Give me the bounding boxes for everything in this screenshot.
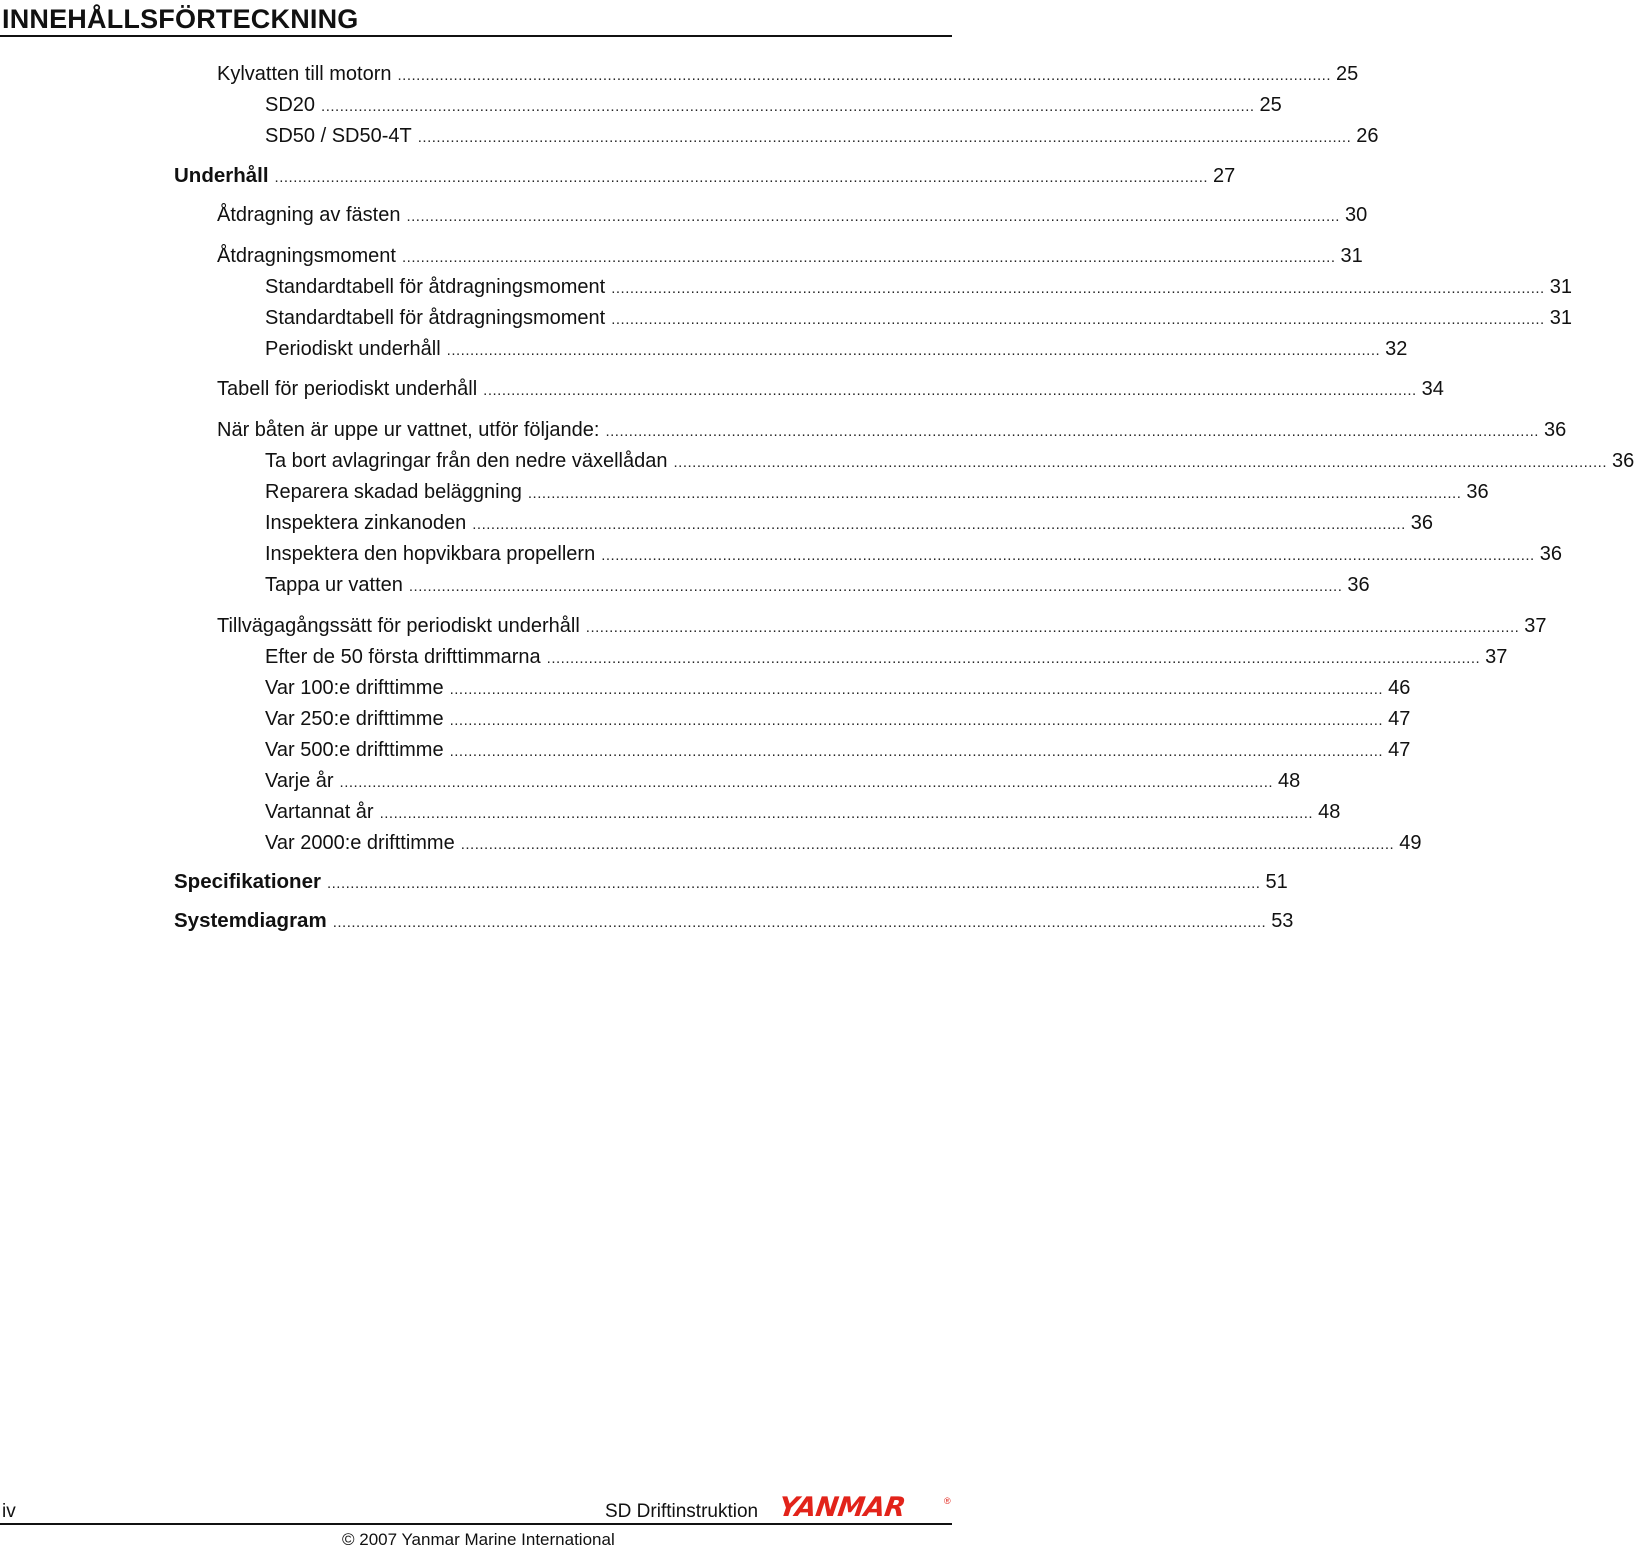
toc-entry-page: 49 [1399,832,1422,854]
toc-entry-page: 31 [1549,307,1572,329]
toc-entry-page: 37 [1524,615,1547,637]
toc-dot-leader: ........................................................................................................................................................................................................ [408,578,1343,595]
toc-dot-leader: ........................................................................................................................................................................................................ [397,67,1332,84]
toc-entry-page: 25 [1336,63,1359,85]
toc-entry-page: 48 [1318,801,1341,823]
toc-entry-page: 53 [1271,910,1294,932]
toc-entry-page: 36 [1543,419,1567,441]
toc-entry-page: 36 [1347,574,1370,596]
toc-dot-leader: ........................................................................................................................................................................................................ [379,805,1314,822]
toc-entry-page: 25 [1259,94,1282,116]
toc-entry-label: Tabell för periodiskt underhåll [217,378,478,400]
toc-entry-page: 47 [1388,708,1411,730]
toc-entry-label: Reparera skadad beläggning [265,481,522,503]
toc-entry-label: Systemdiagram [174,909,327,932]
toc-entry[interactable] [217,377,1444,401]
toc-entry[interactable] [265,769,1301,793]
toc-entry-label: Kylvatten till motorn [217,63,392,85]
toc-entry-label: Tillvägagångssätt för periodiskt underhåll [217,615,580,637]
toc-entry-label: Åtdragning av fästen [217,204,401,226]
toc-entry-label: Efter de 50 första drifttimmarna [265,646,541,668]
registered-mark-icon: ® [944,1496,951,1506]
toc-entry-label: Varje år [265,770,334,792]
toc-entry-label: SD50 / SD50-4T [265,125,412,147]
toc-dot-leader: ........................................................................................................................................................................................................ [460,836,1395,853]
toc-dot-leader: ........................................................................................................................................................................................................ [401,249,1336,266]
toc-entry-page: 31 [1340,245,1363,267]
footer-page-number: iv [2,1501,16,1522]
toc-entry-label: Periodiskt underhåll [265,338,441,360]
toc-entry[interactable] [174,164,1236,188]
toc-entry-label: Standardtabell för åtdragningsmoment [265,276,606,298]
toc-entry[interactable] [265,800,1341,824]
toc-entry[interactable] [174,870,1288,894]
toc-entry-label: Var 250:e drifttimme [265,708,444,730]
toc-dot-leader: ........................................................................................................................................................................................................ [446,342,1381,359]
toc-entry-label: Ta bort avlagringar från den nedre växellådan [265,450,668,472]
toc-entry[interactable] [217,244,1363,268]
toc-entry[interactable] [265,738,1411,762]
toc-entry[interactable] [265,124,1379,148]
toc-entry-label: Åtdragningsmoment [217,245,396,267]
toc-entry-label: Tappa ur vatten [265,574,403,596]
toc-entry-page: 36 [1539,543,1562,565]
toc-entry-label: Vartannat år [265,801,374,823]
toc-dot-leader: ........................................................................................................................................................................................................ [406,208,1340,225]
footer-copyright: © 2007 Yanmar Marine International [342,1530,615,1549]
toc-entry[interactable] [265,573,1370,597]
footer-divider [0,1523,952,1525]
toc-dot-leader: ........................................................................................................................................................................................................ [605,423,1539,440]
toc-dot-leader: ........................................................................................................................................................................................................ [449,681,1384,698]
toc-entry-label: Inspektera zinkanoden [265,512,467,534]
toc-entry-page: 46 [1388,677,1411,699]
yanmar-logo: YANMAR [776,1492,908,1523]
toc-entry-page: 47 [1388,739,1411,761]
toc-entry[interactable] [265,275,1572,299]
toc-dot-leader: ........................................................................................................................................................................................................ [527,485,1462,502]
toc-entry-page: 36 [1410,512,1433,534]
toc-entry[interactable] [217,614,1547,638]
toc-entry-page: 48 [1278,770,1301,792]
toc-entry[interactable] [265,449,1634,473]
toc-entry-page: 27 [1213,165,1236,187]
toc-entry-page: 34 [1421,378,1444,400]
toc-entry[interactable] [265,511,1433,535]
toc-dot-leader: ........................................................................................................................................................................................................ [483,382,1417,399]
toc-dot-leader: ........................................................................................................................................................................................................ [417,129,1352,146]
toc-entry[interactable] [265,337,1408,361]
toc-entry-label: Inspektera den hopvikbara propellern [265,543,596,565]
toc-entry-label: Var 500:e drifttimme [265,739,444,761]
toc-entry-label: SD20 [265,94,316,116]
toc-dot-leader: ........................................................................................................................................................................................................ [585,619,1520,636]
toc-entry[interactable] [217,418,1567,442]
toc-entry-label: Standardtabell för åtdragningsmoment [265,307,606,329]
toc-entry[interactable] [265,707,1411,731]
toc-entry[interactable] [174,909,1294,933]
toc-entry[interactable] [265,480,1489,504]
toc-dot-leader: ........................................................................................................................................................................................................ [601,547,1535,564]
toc-dot-leader: ........................................................................................................................................................................................................ [449,712,1384,729]
toc-entry-page: 30 [1344,204,1368,226]
toc-entry[interactable] [217,203,1368,227]
toc-entry-label: När båten är uppe ur vattnet, utför följande: [217,419,600,441]
toc-entry-label: Specifikationer [174,870,321,893]
toc-dot-leader: ........................................................................................................................................................................................................ [546,650,1481,667]
toc-entry[interactable] [217,62,1359,86]
toc-dot-leader: ........................................................................................................................................................................................................ [321,98,1255,115]
toc-dot-leader: ........................................................................................................................................................................................................ [274,169,1209,186]
toc-entry-page: 31 [1549,276,1572,298]
toc-entry[interactable] [265,306,1572,330]
toc-dot-leader: ........................................................................................................................................................................................................ [326,875,1261,892]
toc-entry-page: 32 [1385,338,1408,360]
toc-entry[interactable] [265,831,1422,855]
toc-entry[interactable] [265,542,1562,566]
footer-document-title: SD Driftinstruktion [605,1501,759,1522]
toc-entry-label: Underhåll [174,164,269,187]
toc-dot-leader: ........................................................................................................................................................................................................ [673,454,1607,471]
toc-dot-leader: ........................................................................................................................................................................................................ [611,311,1545,328]
toc-entry[interactable] [265,645,1508,669]
toc-dot-leader: ........................................................................................................................................................................................................ [472,516,1406,533]
toc-entry-page: 37 [1485,646,1508,668]
toc-entry[interactable] [265,93,1282,117]
toc-entry-page: 51 [1265,871,1288,893]
page-title: INNEHÅLLSFÖRTECKNING [2,4,359,34]
toc-entry-label: Var 100:e drifttimme [265,677,444,699]
toc-entry-page: 36 [1611,450,1634,472]
toc-entry-page: 26 [1356,125,1379,147]
toc-entry-label: Var 2000:e drifttimme [265,832,455,854]
toc-entry-page: 36 [1466,481,1489,503]
toc-dot-leader: ........................................................................................................................................................................................................ [332,914,1267,931]
toc-entry[interactable] [265,676,1411,700]
toc-dot-leader: ........................................................................................................................................................................................................ [611,280,1545,297]
toc-dot-leader: ........................................................................................................................................................................................................ [339,774,1274,791]
toc-dot-leader: ........................................................................................................................................................................................................ [449,743,1384,760]
